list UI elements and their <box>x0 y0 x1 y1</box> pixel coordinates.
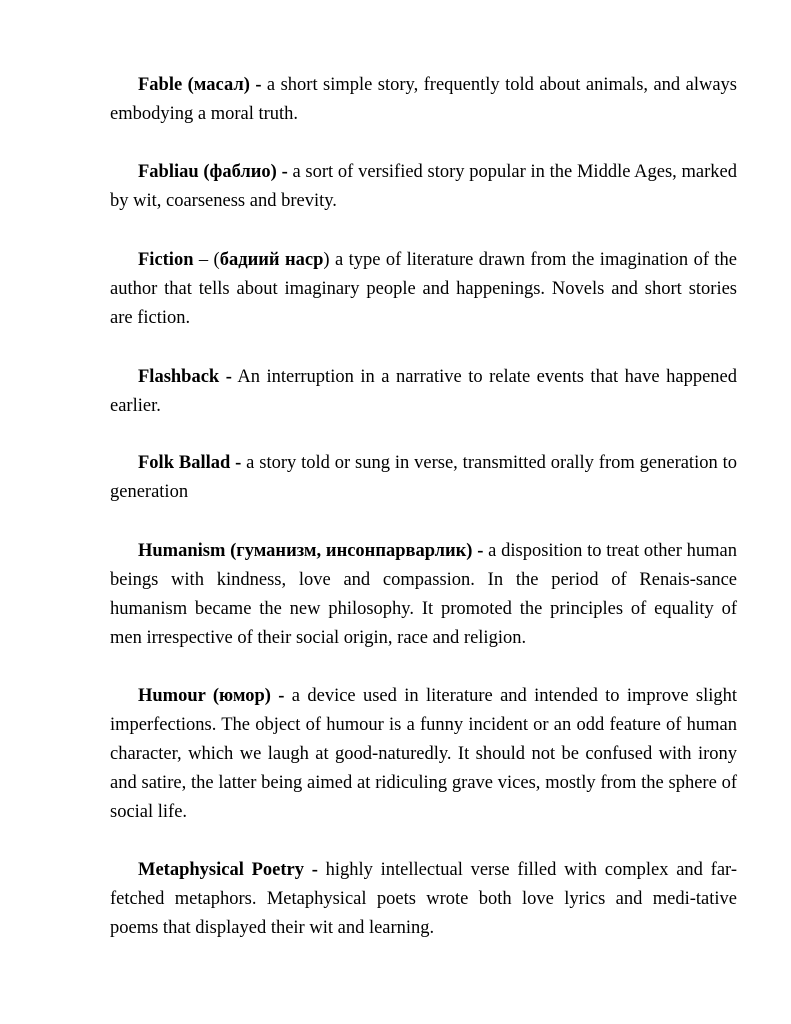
glossary-entry-flashback <box>110 363 737 421</box>
entry-term: Humanism (гуманизм, инсонпарварлик) - <box>138 541 484 561</box>
entry-definition: a disposition to treat other human beings with kindness, love and compassion. In the period of Renais-sance humanism became the new philosophy. It promoted the principles of equality of men irrespective of their social origin, race and religion. <box>110 541 737 648</box>
entry-gloss: бадиий наср <box>219 250 324 270</box>
entry-separator: – ( <box>193 250 220 270</box>
entry-definition: a short simple story, frequently told about animals, and always embodying a moral truth. <box>110 75 737 124</box>
entry-term: Fable (масал) - <box>138 75 262 95</box>
entry-definition: a story told or sung in verse, transmitted orally from generation to generation <box>110 453 737 502</box>
entry-term: Humour (юмор) - <box>138 686 285 706</box>
entry-definition: An interruption in a narrative to relate events that have happened earlier. <box>110 367 737 416</box>
glossary-entry-fabliau <box>110 158 737 216</box>
entry-term: Fiction <box>138 250 194 270</box>
glossary-entry-metaphysical-poetry <box>110 856 737 943</box>
entry-term: Flashback - <box>138 367 232 387</box>
glossary-entry-folk-ballad <box>110 449 737 507</box>
entry-definition: a sort of versified story popular in the Middle Ages, marked by wit, coarseness and brevity. <box>110 162 737 211</box>
glossary-entry-humour <box>110 682 737 827</box>
entry-separator-close: ) <box>323 250 330 270</box>
glossary-entry-fable <box>110 71 737 129</box>
entry-definition: highly intellectual verse filled with complex and far-fetched metaphors. Metaphysical poets wrote both love lyrics and medi-tative poems that displayed their wit and learning. <box>110 860 737 938</box>
entry-term: Folk Ballad - <box>138 453 242 473</box>
entry-definition: a device used in literature and intended to improve slight imperfections. The object of humour is a funny incident or an odd feature of human character, which we laugh at good-naturedly. It should not be confused with irony and satire, the latter being aimed at ridiculing grave vices, mostly from the sphere of social life. <box>110 686 738 822</box>
entry-definition: a type of literature drawn from the imagination of the author that tells about imaginary people and happenings. Novels and short stories are fiction. <box>110 250 737 328</box>
glossary-entry-humanism <box>110 537 737 653</box>
glossary-entry-fiction <box>110 246 737 333</box>
entry-term: Fabliau (фаблио) - <box>138 162 288 182</box>
entry-term: Metaphysical Poetry - <box>138 860 318 880</box>
